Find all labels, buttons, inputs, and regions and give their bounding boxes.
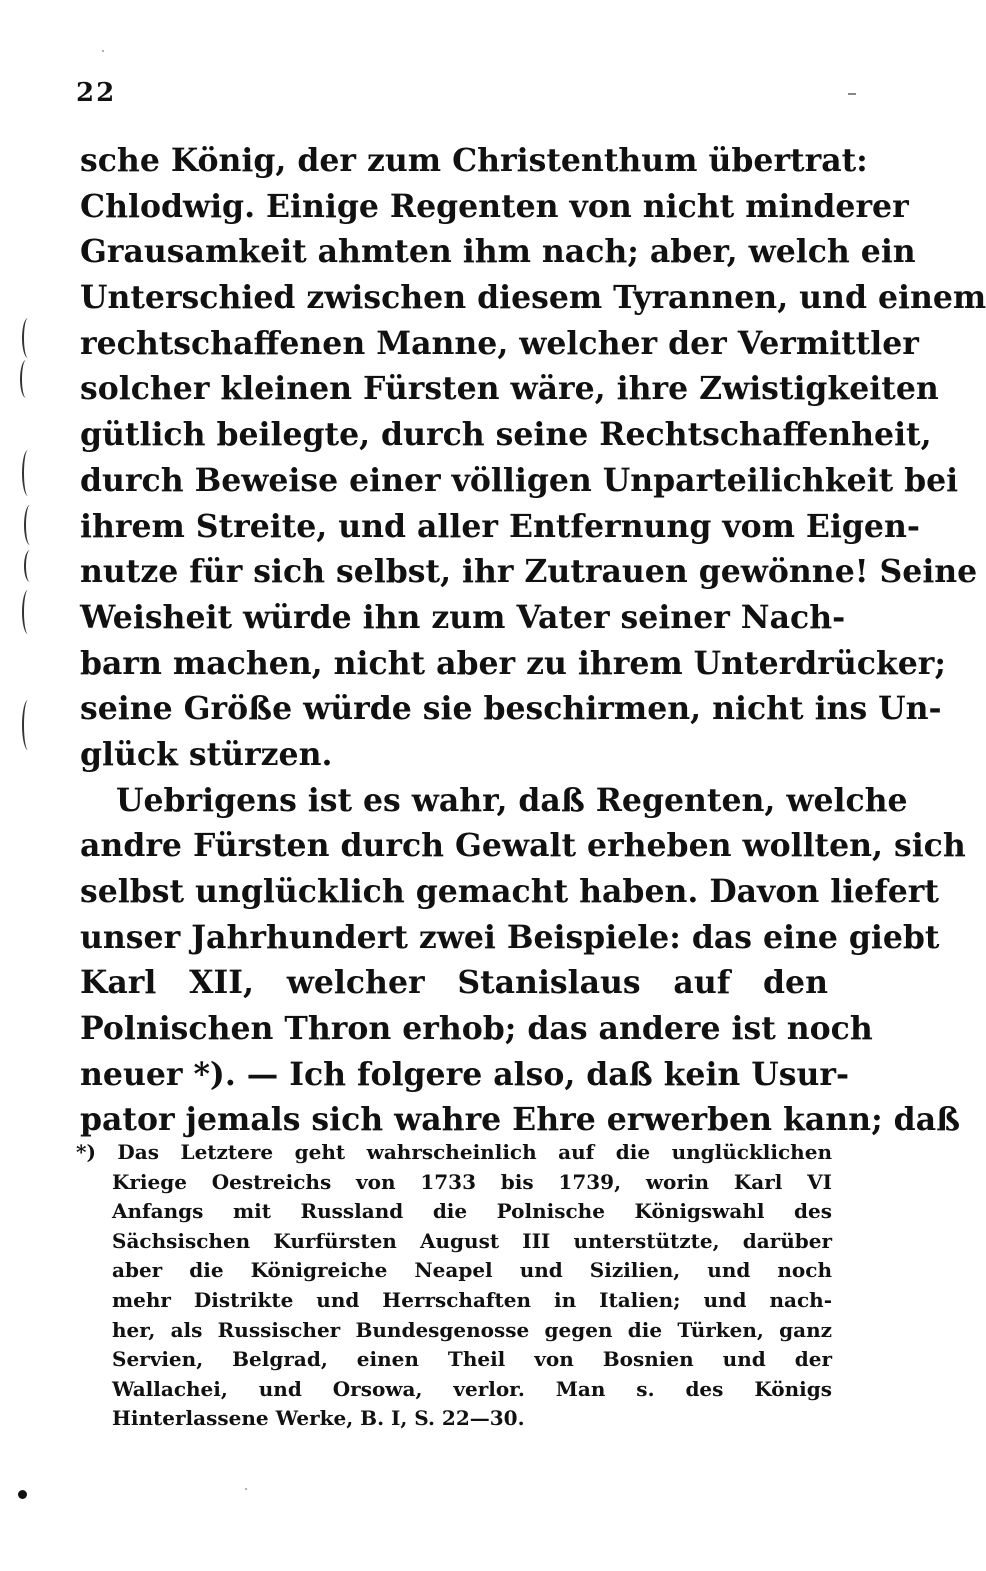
footnote-line: her, als Russischer Bundesgenosse gegen die Türken, ganz (112, 1317, 832, 1342)
page-number: 22 (76, 78, 117, 108)
text-line: gütlich beilegte, durch seine Rechtschaffenheit, (80, 416, 932, 454)
text-line: nutze für sich selbst, ihr Zutrauen gewönne! Seine (80, 553, 978, 591)
text-line: glück stürzen. (80, 735, 333, 773)
speck (102, 50, 104, 52)
text-line: Weisheit würde ihn zum Vater seiner Nach- (80, 598, 846, 636)
footnote-line: Sächsischen Kurfürsten August III unterstützte, darüber (112, 1228, 832, 1253)
margin-mark (20, 360, 32, 398)
margin-mark (22, 318, 34, 358)
text-line: solcher kleinen Fürsten wäre, ihre Zwistigkeiten (80, 370, 939, 408)
margin-mark (22, 450, 34, 496)
speck (245, 1488, 247, 1490)
text-line: barn machen, nicht aber zu ihrem Unterdrücker; (80, 644, 947, 682)
text-line: Karl XII, welcher Stanislaus auf den (80, 964, 828, 1002)
text-line: ihrem Streite, und aller Entfernung vom Eigen- (80, 507, 920, 545)
print-mark (848, 93, 856, 95)
main-text (80, 138, 986, 1143)
text-line: rechtschaffenen Manne, welcher der Vermittler (80, 324, 919, 362)
footnote-line: mehr Distrikte und Herrschaften in Italien; und nach- (112, 1287, 832, 1312)
text-line: Polnischen Thron erhob; das andere ist noch (80, 1010, 873, 1048)
footnote-line: Kriege Oestreichs von 1733 bis 1739, worin Karl VI (112, 1169, 832, 1194)
text-line: andre Fürsten durch Gewalt erheben wollten, sich (80, 827, 966, 865)
margin-mark (24, 505, 36, 545)
text-line: selbst unglücklich gemacht haben. Davon liefert (80, 873, 939, 910)
ink-dot (18, 1490, 27, 1499)
text-line: durch Beweise einer völligen Unparteilichkeit bei (80, 461, 959, 499)
text-line: unser Jahrhundert zwei Beispiele: das eine giebt (80, 918, 940, 956)
footnote-line: Wallachei, und Orsowa, verlor. Man s. des Königs (112, 1376, 832, 1401)
margin-mark (22, 590, 34, 634)
text-line: neuer *). — Ich folgere also, daß kein Usur- (80, 1055, 850, 1093)
text-line: Unterschied zwischen diesem Tyrannen, und einem (80, 279, 986, 317)
footnote-line: Hinterlassene Werke, B. I, S. 22—30. (112, 1406, 525, 1431)
footnote-line: aber die Königreiche Neapel und Sizilien, und noch (112, 1258, 832, 1283)
text-line: Chlodwig. Einige Regenten von nicht minderer (80, 187, 909, 225)
text-line: Grausamkeit ahmten ihm nach; aber, welch ein (80, 233, 916, 271)
footnote-line: Anfangs mit Russland die Polnische Königswahl des (112, 1199, 832, 1224)
margin-mark (22, 700, 34, 750)
footnote-line: *) Das Letztere geht wahrscheinlich auf die unglücklichen (76, 1140, 832, 1164)
margin-mark (24, 550, 36, 582)
paragraph-start-line: Uebrigens ist es wahr, daß Regenten, welche (116, 781, 908, 819)
footnote (76, 1138, 832, 1434)
text-line: pator jemals sich wahre Ehre erwerben kann; daß (80, 1101, 961, 1139)
footnote-line: Servien, Belgrad, einen Theil von Bosnien und der (112, 1347, 832, 1372)
text-line: seine Größe würde sie beschirmen, nicht ins Un- (80, 690, 942, 728)
text-line: sche König, der zum Christenthum übertrat: (80, 142, 868, 179)
